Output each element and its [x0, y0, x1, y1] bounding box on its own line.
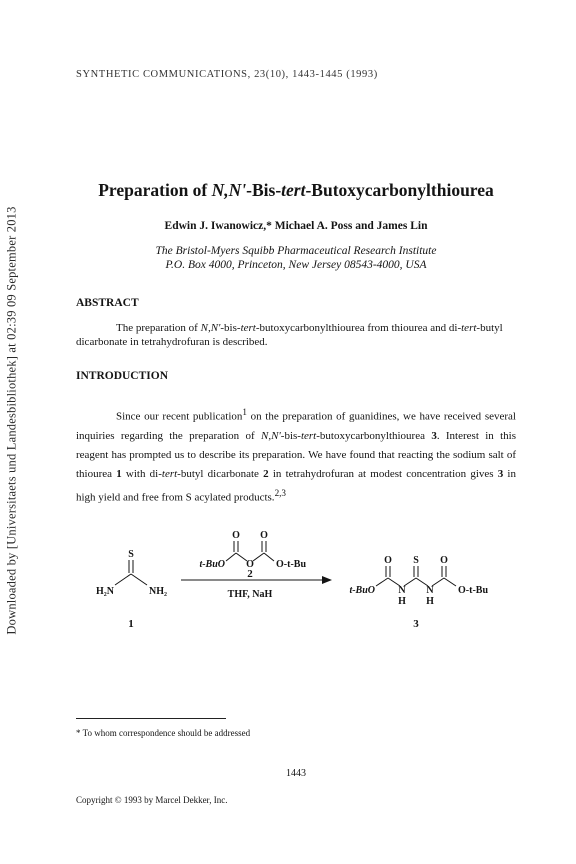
- title-italic: N,N': [211, 180, 247, 200]
- product-h1: H: [398, 596, 406, 607]
- intro-part: on the preparation of guanidines, we have received several inquiries regarding the preparation of: [76, 410, 516, 442]
- thiourea-h2n: H₂N: [96, 586, 114, 597]
- product-right-group: O-t-Bu: [458, 585, 488, 596]
- intro-italic: N,N': [261, 429, 281, 442]
- compound-number: 2: [263, 467, 269, 480]
- abstract-italic: N,N': [200, 322, 221, 334]
- affiliation-line: The Bristol-Myers Squibb Pharmaceutical Research Institute: [155, 245, 437, 257]
- journal-header: SYNTHETIC COMMUNICATIONS, 23(10), 1443-1445 (1993): [76, 69, 378, 80]
- intro-italic: tert: [300, 429, 317, 442]
- product-n1: N: [398, 585, 406, 596]
- thiourea-s-atom: S: [128, 549, 134, 560]
- page-number: 1443: [286, 768, 306, 779]
- abstract-italic: tert: [461, 322, 477, 334]
- abstract-part: -bis-: [220, 322, 241, 334]
- reaction-conditions: THF, NaH: [227, 589, 273, 600]
- abstract-part: -butoxycarbonylthiourea from thiourea and di-: [255, 322, 462, 334]
- product-o-left: O: [384, 555, 392, 566]
- product-s-atom: S: [413, 555, 419, 566]
- intro-part: -bis-: [280, 429, 301, 442]
- intro-part: . Interest in this reagent has prompted us to describe its preparation. We have found that reacting the sodium salt of thiourea: [76, 429, 516, 480]
- product-o-right: O: [440, 555, 448, 566]
- reagent-o-bridge: O: [246, 559, 254, 570]
- intro-italic: tert: [161, 467, 178, 480]
- compound-number: 1: [116, 467, 122, 480]
- title-italic: tert: [281, 180, 306, 200]
- product-h2: H: [426, 596, 434, 607]
- authors: Edwin J. Iwanowicz,* Michael A. Poss and James Lin: [164, 220, 428, 232]
- citation: 1: [242, 407, 247, 417]
- intro-part: with di-: [121, 467, 162, 480]
- title-part: -Butoxycarbonylthiourea: [305, 180, 494, 200]
- abstract-part: -butyl dicarbonate in tetrahydrofuran is described.: [76, 322, 503, 348]
- reagent-right-group: O-t-Bu: [276, 559, 306, 570]
- product-left-group: t-BuO: [349, 585, 375, 596]
- thiourea-nh2: NH₂: [149, 586, 167, 597]
- copyright: Copyright © 1993 by Marcel Dekker, Inc.: [76, 795, 228, 805]
- intro-part: -butoxycarbonylthiourea: [316, 429, 432, 442]
- abstract-italic: tert: [240, 322, 256, 334]
- product-n2: N: [426, 585, 434, 596]
- intro-part: -butyl dicarbonate: [177, 467, 264, 480]
- footnote: * To whom correspondence should be addressed: [76, 728, 251, 738]
- reagent-left-group: t-BuO: [199, 559, 225, 570]
- compound-3-label: 3: [413, 618, 419, 630]
- reaction-arrowhead: [322, 576, 332, 584]
- abstract-part: The preparation of: [116, 322, 201, 334]
- compound-1-label: 1: [128, 618, 134, 630]
- introduction-heading: INTRODUCTION: [76, 370, 169, 382]
- compound-number: 3: [497, 467, 504, 480]
- download-watermark-text: Downloaded by [Universitaets und Landesbibliothek] at 02:39 09 September 2013: [4, 205, 19, 635]
- affiliation-line: P.O. Box 4000, Princeton, New Jersey 08543-4000, USA: [165, 259, 427, 271]
- title-part: Preparation of: [98, 180, 212, 200]
- reagent-o-left: O: [232, 530, 240, 541]
- intro-part: in tetrahydrofuran at modest concentration gives: [268, 467, 498, 480]
- compound-2-label: 2: [247, 568, 253, 580]
- citation: 2,3: [274, 487, 287, 498]
- footnote-divider: [76, 718, 226, 719]
- intro-part: in high yield and free from S acylated products.: [76, 467, 516, 504]
- compound-number: 3: [431, 429, 437, 442]
- intro-part: Since our recent publication: [116, 410, 243, 423]
- abstract-heading: ABSTRACT: [76, 297, 139, 309]
- title-part: -Bis-: [246, 180, 282, 200]
- reagent-o-right: O: [260, 530, 268, 541]
